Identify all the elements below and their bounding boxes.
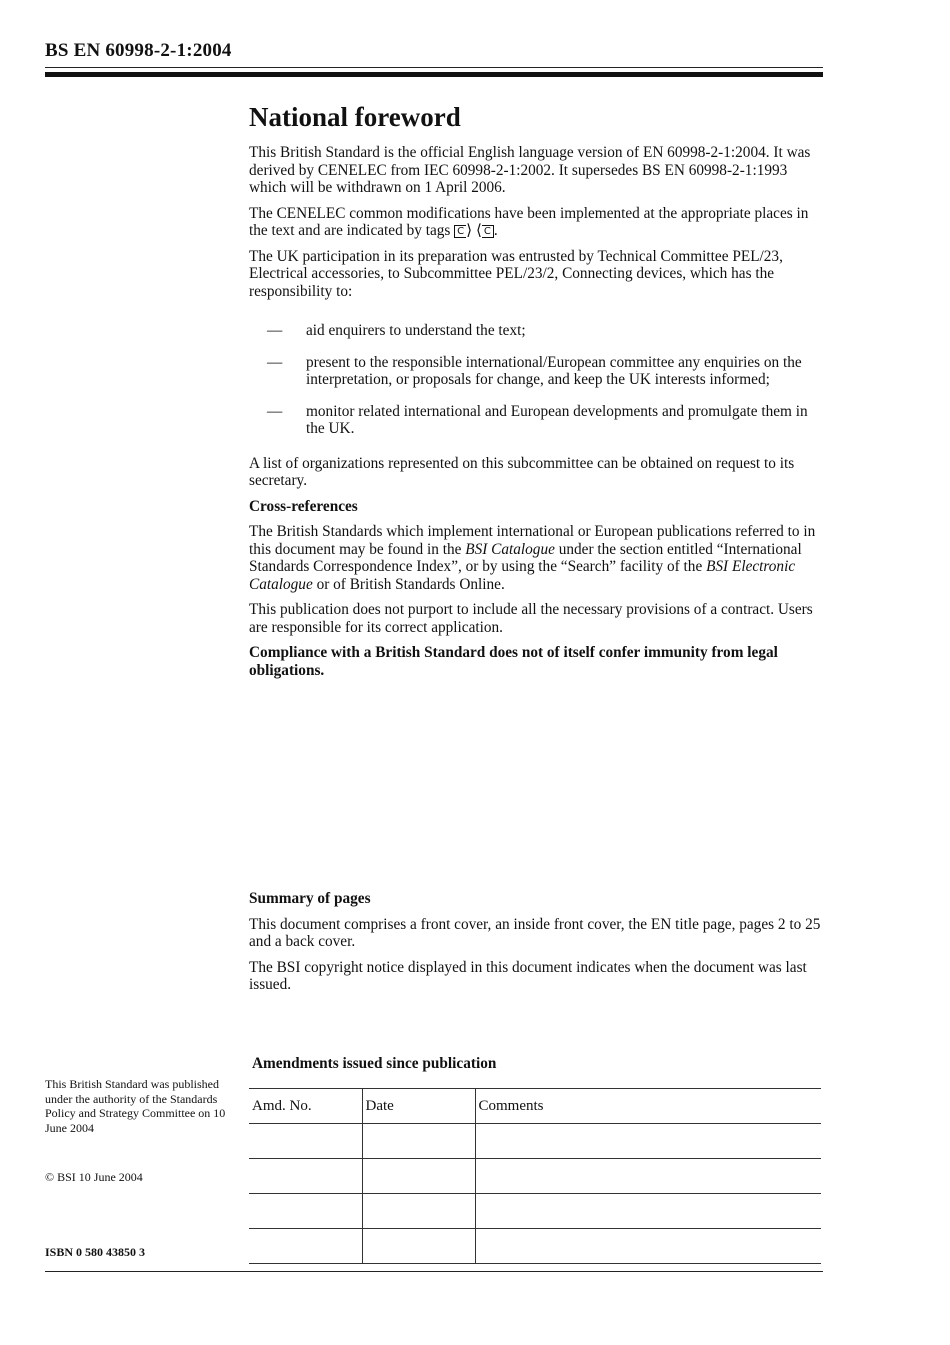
- footer-rule: [45, 1271, 823, 1272]
- foreword-paragraph-5: This publication does not purport to include all the necessary provisions of a contract. Users are responsible for its correct application.: [249, 601, 813, 636]
- copyright-note: © BSI 10 June 2004: [45, 1170, 143, 1184]
- p2-text: The CENELEC common modifications have been implemented at the appropriate places in the text and are indicated by tags: [249, 204, 809, 239]
- header-rule-thick: [45, 72, 823, 77]
- list-item: — present to the responsible international/European committee any enquiries on the interpretation, or proposals for change, and keep the UK interests informed;: [267, 353, 802, 388]
- table-row: [249, 1124, 821, 1159]
- isbn-label: ISBN 0 580 43850 3: [45, 1245, 146, 1259]
- column-header-comments: Comments: [475, 1089, 821, 1124]
- header-rule-thin: [45, 67, 823, 68]
- column-header-date: Date: [362, 1089, 475, 1124]
- summary-of-pages-section: [249, 890, 824, 1002]
- foreword-paragraph-3: The UK participation in its preparation was entrusted by Technical Committee PEL/23, Electrical accessories, to Subcommittee PEL/23/2, Connecting devices, which has the responsibility to:: [249, 247, 783, 300]
- national-foreword-section: [249, 100, 824, 687]
- responsibility-list: [249, 322, 824, 438]
- summary-paragraph-1: This document comprises a front cover, an inside front cover, the EN title page, pages 2 to 25 and a back cover.: [249, 915, 821, 950]
- amendments-table: [249, 1088, 821, 1264]
- table-row: [249, 1229, 821, 1264]
- column-header-amd-no: Amd. No.: [249, 1089, 362, 1124]
- cross-references-paragraph: The British Standards which implement international or European publications referred to in this document may be found in the BSI Catalogue under the section entitled “International Standards Correspondence Index”, or by using the “Search” facility of the BSI Electronic Catalogue or of British Standards Online.: [249, 523, 816, 593]
- foreword-paragraph-2: The CENELEC common modifications have been implemented at the appropriate places in the text and are indicated by tags C ⟩ ⟨ C .: [249, 204, 809, 239]
- foreword-paragraph-1: This British Standard is the official English language version of EN 60998-2-1:2004. It was derived by CENELEC from IEC 60998-2-1:2002. It supersedes BS EN 60998-2-1:1993 which will be withdrawn on 1 April 2006.: [249, 144, 811, 196]
- page-title: National foreword: [249, 102, 461, 132]
- bsi-electronic-catalogue-title: BSI Electronic Catalogue: [249, 558, 796, 593]
- cross-references-heading: Cross-references: [249, 497, 358, 515]
- tag-open-icon: C: [454, 225, 466, 238]
- bsi-catalogue-title: BSI Catalogue: [465, 540, 555, 558]
- list-item: — aid enquirers to understand the text;: [267, 322, 526, 339]
- compliance-statement: Compliance with a British Standard does not of itself confer immunity from legal obligations.: [249, 644, 778, 679]
- publication-authority-note: This British Standard was published under the authority of the Standards Policy and Strategy Committee on 10 June 2004: [45, 1077, 226, 1135]
- tag-close-icon: C: [482, 225, 494, 238]
- table-header-row: [249, 1089, 821, 1124]
- list-item: — monitor related international and European developments and promulgate them in the UK.: [267, 402, 808, 437]
- table-row: [249, 1159, 821, 1194]
- summary-paragraph-2: The BSI copyright notice displayed in this document indicates when the document was last issued.: [249, 958, 807, 993]
- amendments-title: Amendments issued since publication: [252, 1055, 497, 1072]
- summary-heading: Summary of pages: [249, 890, 371, 907]
- document-id-header: BS EN 60998-2-1:2004: [45, 40, 232, 61]
- table-row: [249, 1194, 821, 1229]
- foreword-paragraph-4: A list of organizations represented on this subcommittee can be obtained on request to its secretary.: [249, 454, 795, 489]
